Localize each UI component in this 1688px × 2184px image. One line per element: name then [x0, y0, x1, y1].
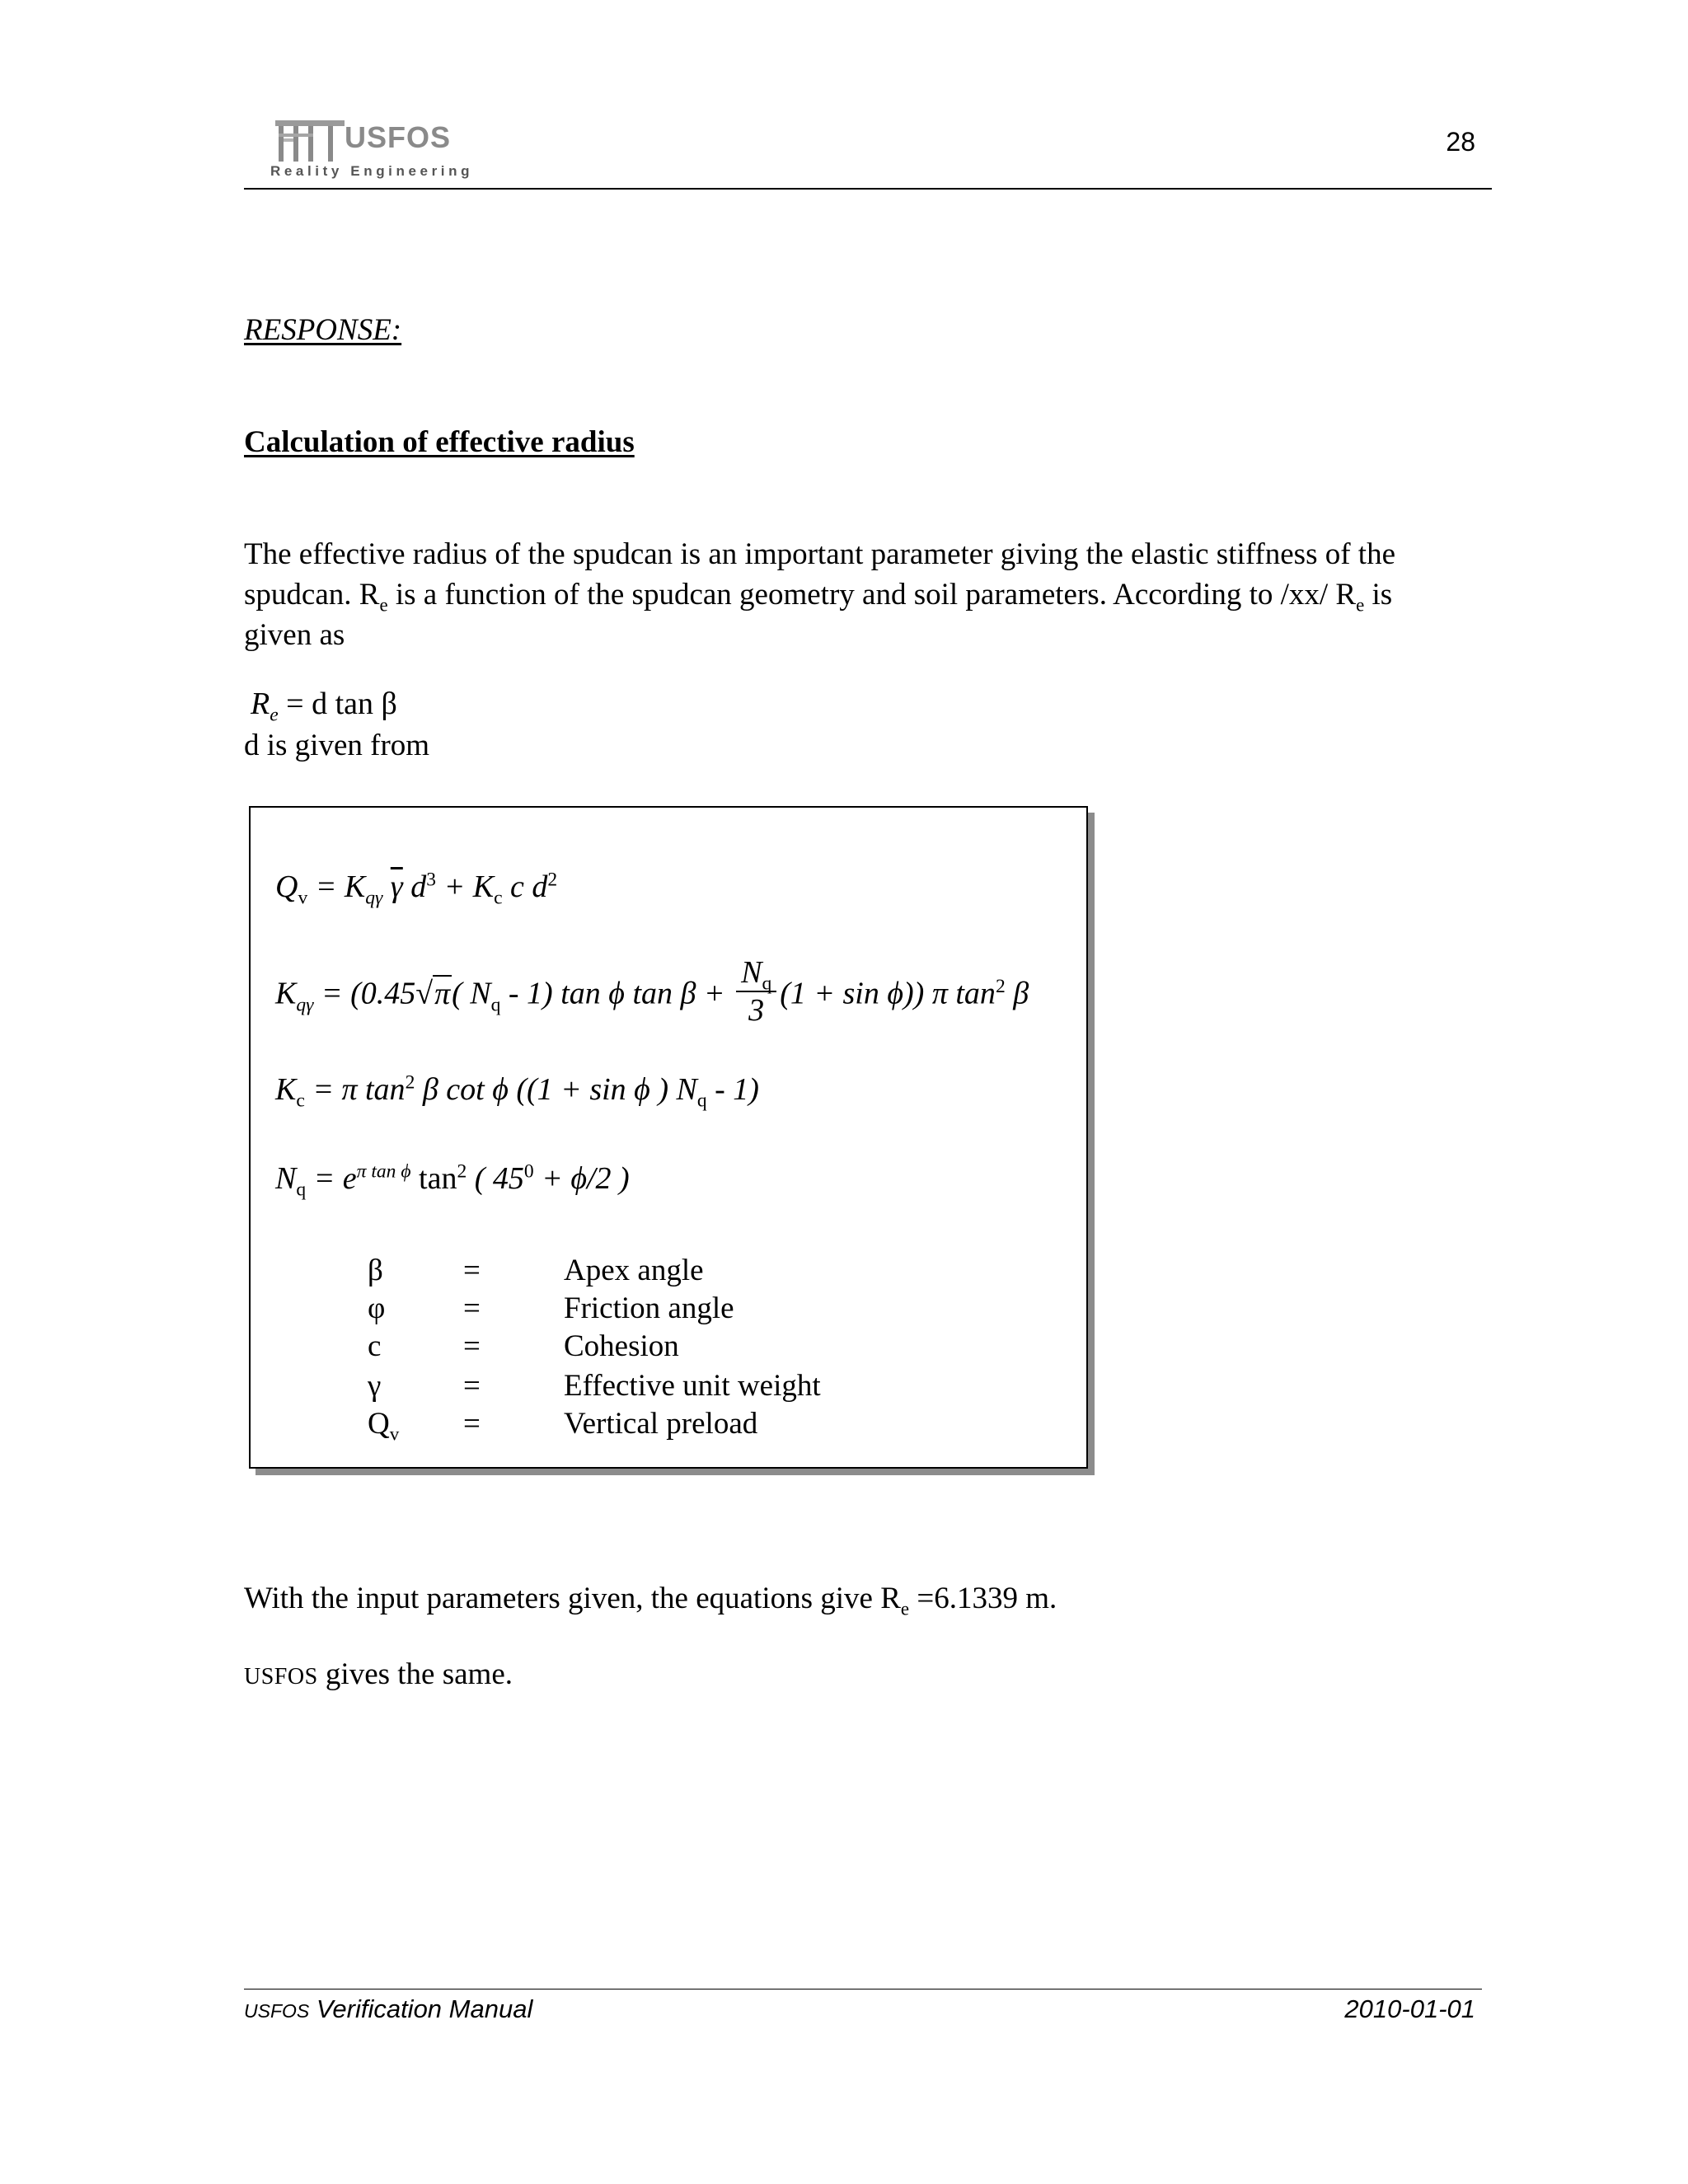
logo-word: USFOS [345, 120, 452, 154]
legend-equals: = [463, 1329, 481, 1363]
usfos-same-line: USFOS gives the same. [244, 1657, 513, 1691]
d-given-text: d is given from [244, 729, 430, 762]
formula-box [249, 806, 1088, 1469]
response-label: RESPONSE: [244, 313, 402, 347]
intro-paragraph: The effective radius of the spudcan is an important parameter giving the elastic stiffness of the spudcan. $R_e$ is a function of the spudcan geometry and soil parameters. According to /xx/ $R_e$ is given as [244, 537, 1395, 652]
equation-nq: $N_q = e^{\pi tan \phi}$ $\tan^2$ ( $45^0 + \phi/2$ ) [275, 1160, 630, 1201]
footer-divider [244, 1989, 1482, 1990]
legend-symbol: γ [368, 1369, 382, 1403]
fraction-nq-over-3: $\frac{N_q}{3}$ [736, 954, 776, 1029]
footer-title: USFOS Verification Manual [244, 1994, 533, 2023]
usfos-brand-text: USFOS [244, 1664, 318, 1690]
result-line: With the input parameters given, the equations give $R_e =6.1339$ m. [244, 1582, 1057, 1619]
legend-equals: = [463, 1291, 481, 1325]
legend-description: Vertical preload [564, 1407, 758, 1441]
legend-symbol: β [368, 1254, 383, 1287]
legend-description: Cohesion [564, 1329, 679, 1363]
equation-qv: $Q_v = K_{q\gamma}$ $\overline{\gamma}$ $d^3 + K_c$ c $d^2$ [275, 869, 558, 909]
legend-symbol: c [368, 1329, 382, 1363]
legend-symbol: φ [368, 1291, 386, 1325]
usfos-logo-icon [275, 120, 345, 162]
legend-equals: = [463, 1407, 481, 1441]
legend-description: Effective unit weight [564, 1369, 821, 1403]
legend-equals: = [463, 1369, 481, 1403]
header-divider [244, 188, 1492, 190]
logo-tagline: Reality Engineering [270, 163, 474, 179]
section-heading: Calculation of effective radius [244, 425, 635, 459]
re-formula: $R_e = d$ tan β [251, 687, 397, 726]
equation-kqgamma: $K_{q\gamma} = (0.45√\pi$( $N_q - 1$) tan ϕ tan β + $\frac{N_q}{3}$ (1 + sin ϕ)) π $\tan^2 \beta$ [275, 955, 1029, 1028]
legend-equals: = [463, 1254, 481, 1287]
legend-description: Friction angle [564, 1291, 734, 1325]
footer-date: 2010-01-01 [1344, 1994, 1475, 2023]
equation-kc: $K_c = \pi$ $\tan^2 \beta$ cot ϕ ((1 + sin ϕ ) $N_q - 1$) [275, 1071, 759, 1112]
page-number: 28 [1446, 127, 1475, 157]
usfos-logo [270, 114, 485, 183]
legend-symbol: $Q_v$ [368, 1407, 400, 1445]
legend-description: Apex angle [564, 1254, 704, 1287]
